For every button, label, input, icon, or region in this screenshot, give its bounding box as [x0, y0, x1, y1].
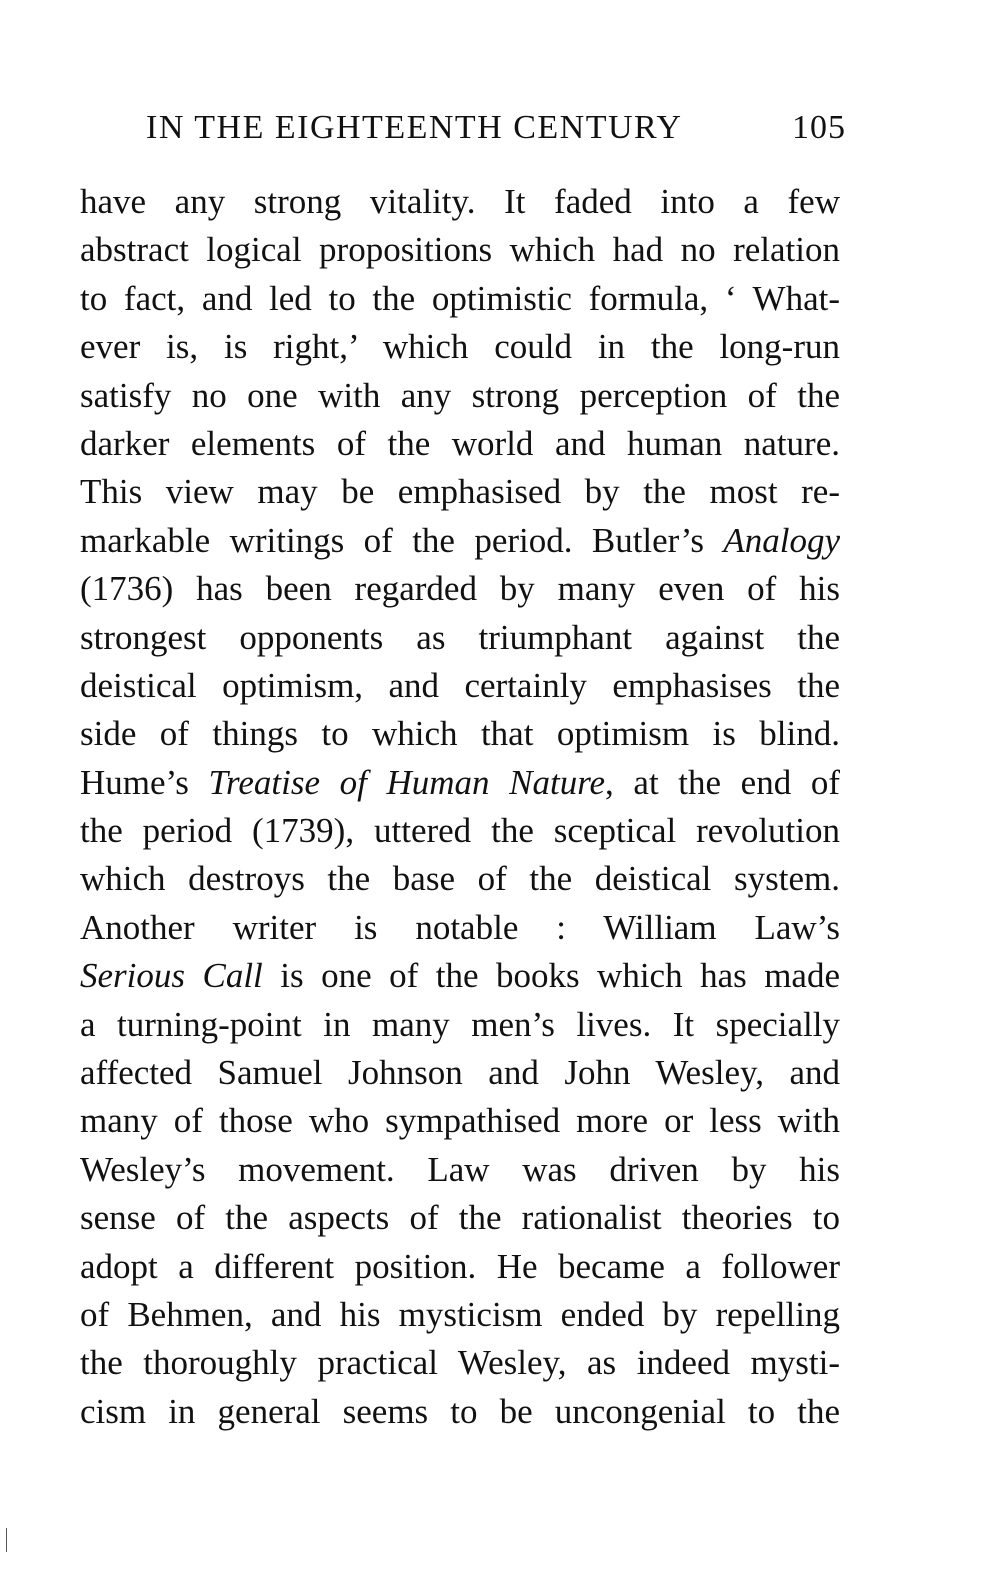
text-line: deistical optimism, and certainly emphasises the: [80, 665, 840, 705]
body-text: [80, 178, 840, 1436]
margin-mark: [6, 1528, 7, 1552]
text-line: the thoroughly practical Wesley, as indeed mysti-: [80, 1343, 840, 1383]
text-line: [80, 759, 840, 807]
text-line: [80, 952, 840, 1000]
text-line: which destroys the base of the deistical system.: [80, 859, 840, 899]
text-line: of Behmen, and his mysticism ended by repelling: [80, 1294, 840, 1334]
text-line: adopt a different position. He became a follower: [80, 1246, 840, 1286]
text-line: strongest opponents as triumphant against the: [80, 617, 840, 657]
running-header: [146, 106, 846, 150]
text-line: [80, 517, 840, 565]
text-line: (1736) has been regarded by many even of his: [80, 569, 840, 609]
text-line: This view may be emphasised by the most re-: [80, 472, 840, 512]
text-line: side of things to which that optimism is blind.: [80, 714, 840, 754]
text-line: cism in general seems to be uncongenial to the: [80, 1391, 840, 1431]
text-segment: is one of the books which has made: [262, 956, 840, 996]
text-line: abstract logical propositions which had no relation: [80, 230, 840, 270]
text-line: have any strong vitality. It faded into a few: [80, 182, 840, 221]
text-line: the period (1739), uttered the sceptical revolution: [80, 811, 840, 851]
text-line: darker elements of the world and human nature.: [80, 423, 840, 463]
book-title: Serious Call: [80, 956, 263, 996]
text-line: satisfy no one with any strong perception of the: [80, 375, 840, 415]
text-line: to fact, and led to the optimistic formula, ‘ What-: [80, 278, 840, 318]
text-line: affected Samuel Johnson and John Wesley, and: [80, 1053, 840, 1093]
text-line: Another writer is notable : William Law’s: [80, 907, 840, 947]
text-line: sense of the aspects of the rationalist theories to: [80, 1198, 840, 1238]
text-line: a turning-point in many men’s lives. It specially: [80, 1004, 840, 1044]
running-title: IN THE EIGHTEENTH CENTURY: [146, 109, 683, 146]
text-line: many of those who sympathised more or less with: [80, 1101, 840, 1141]
text-segment: Hume’s: [80, 762, 209, 802]
book-title: Treatise of Human Nature: [208, 762, 606, 802]
book-title: Analogy: [723, 520, 840, 560]
text-line: Wesley’s movement. Law was driven by his: [80, 1149, 840, 1189]
text-line: ever is, is right,’ which could in the long-run: [80, 327, 840, 367]
text-segment: markable writings of the period. Butler’s: [80, 520, 724, 560]
page-number: 105: [792, 109, 846, 146]
text-segment: , at the end of: [605, 762, 840, 802]
